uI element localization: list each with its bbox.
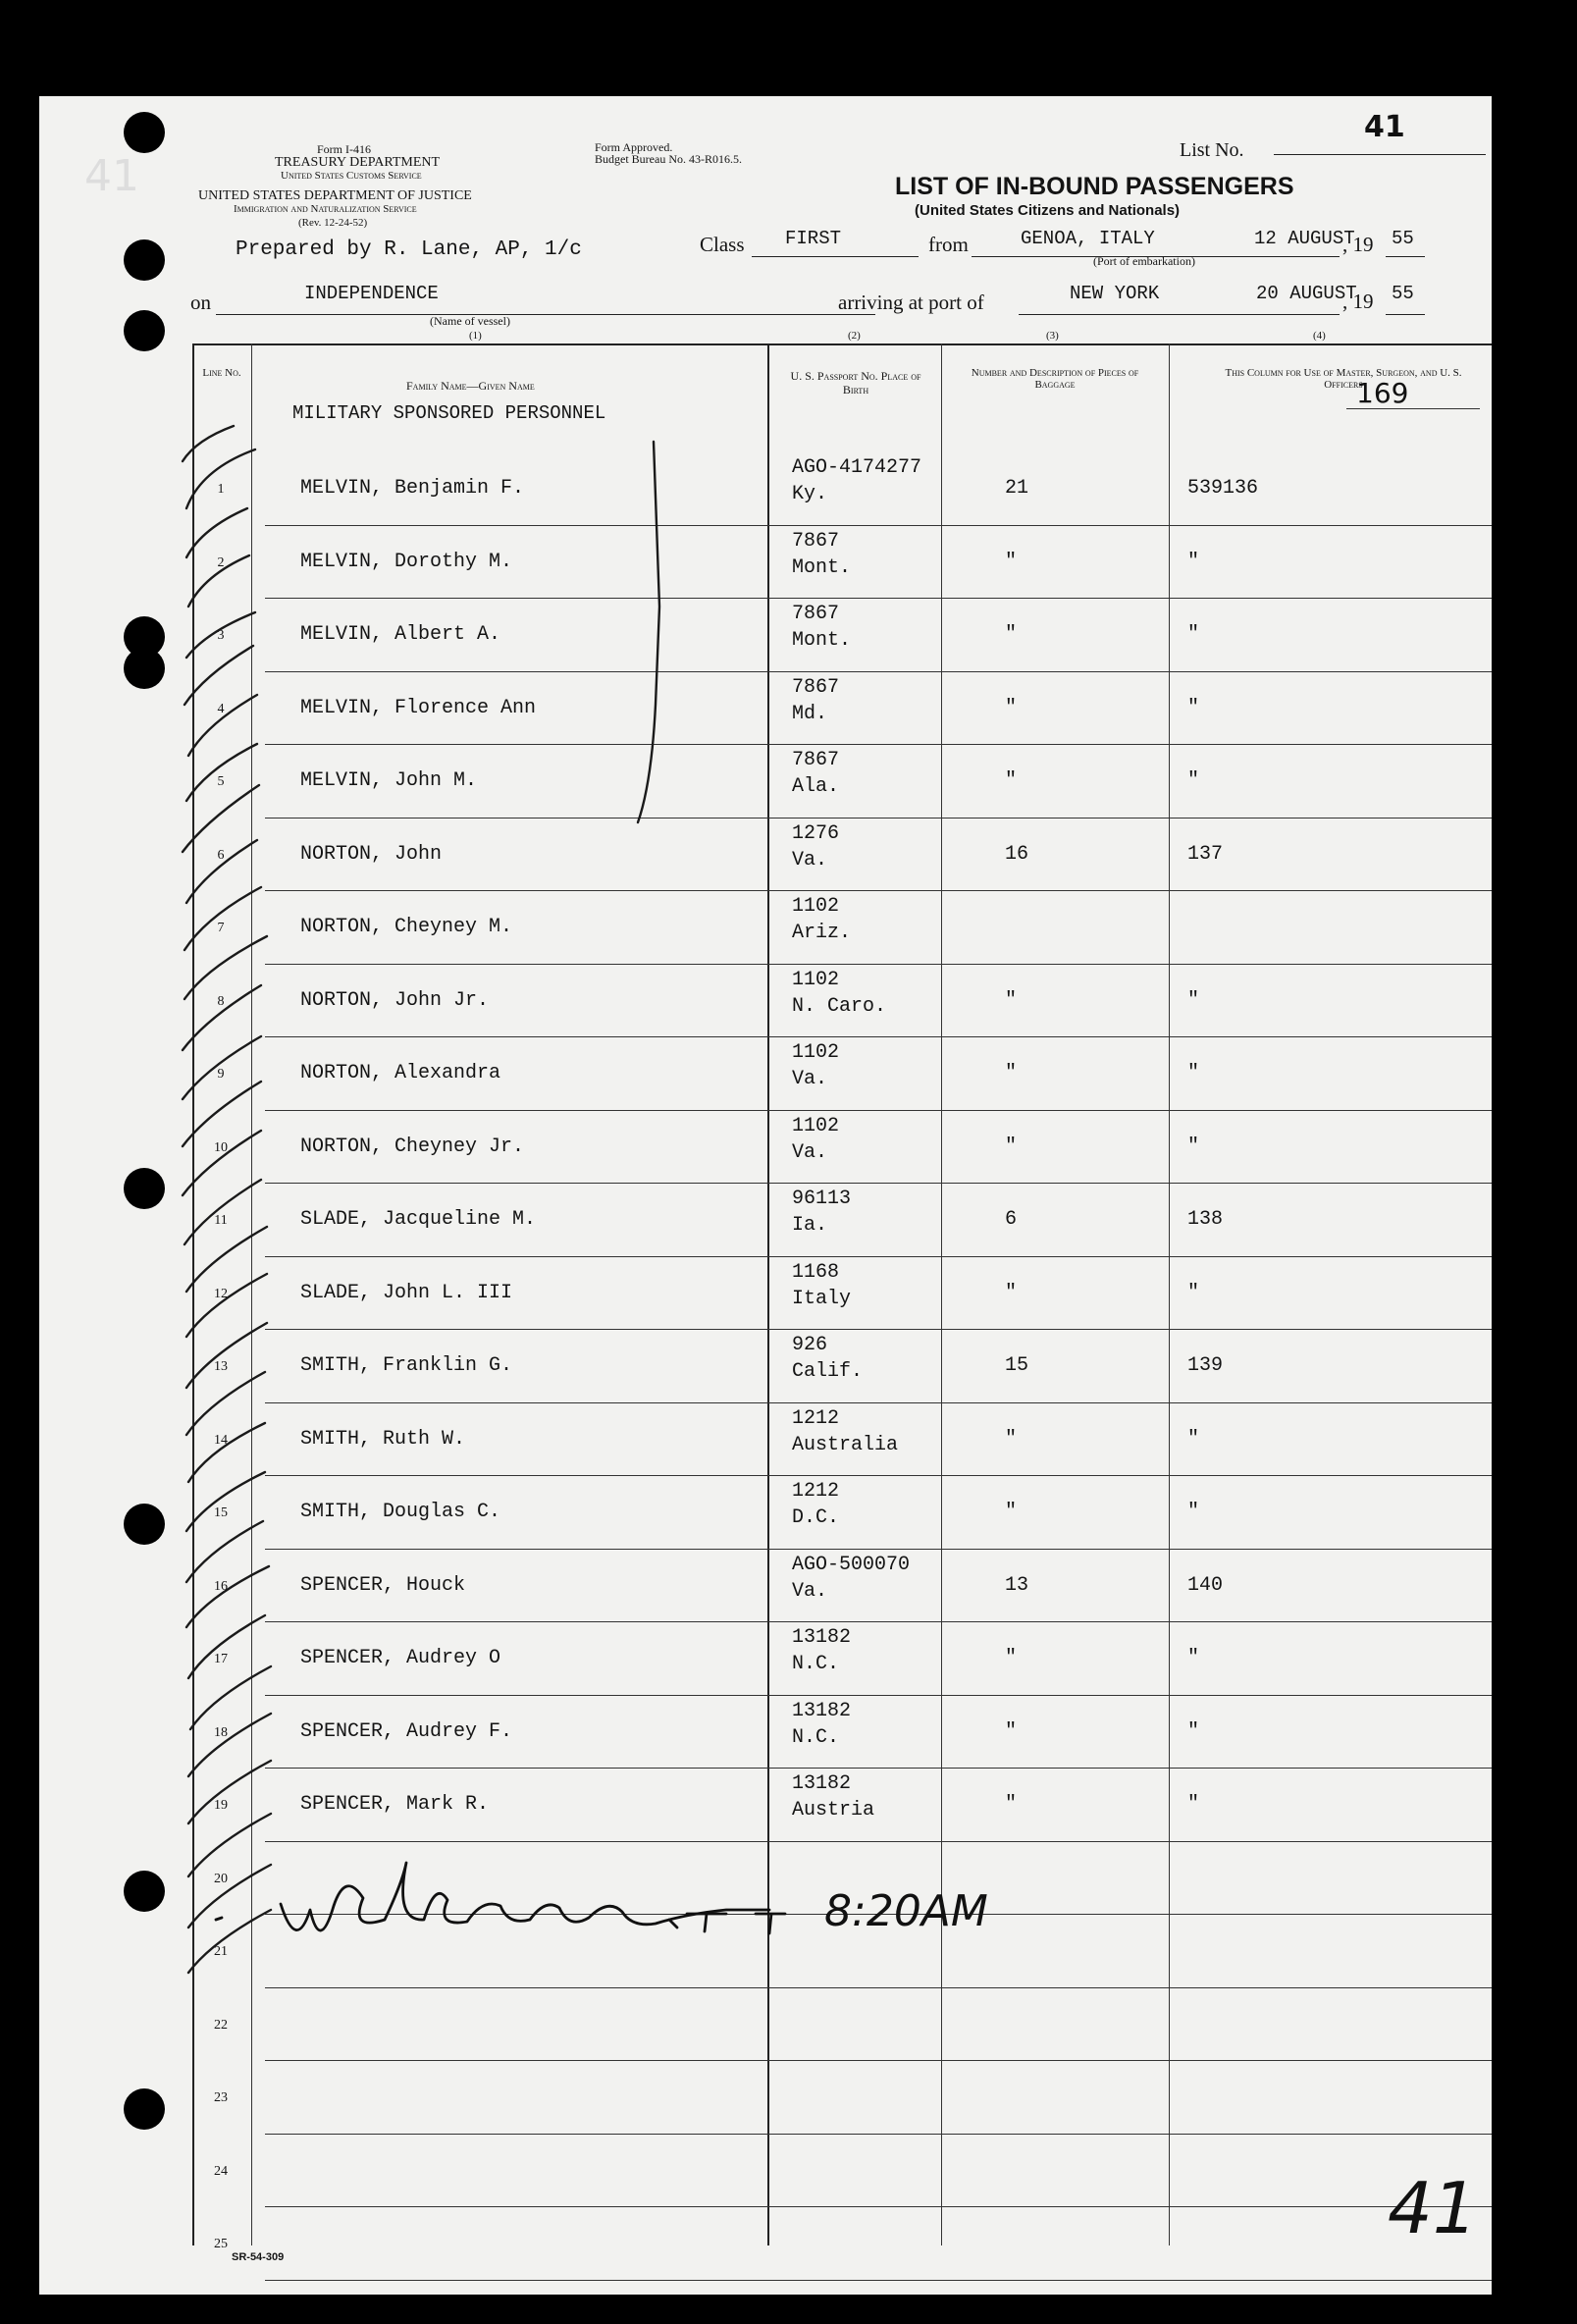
col-num-4: (4) (1313, 330, 1326, 342)
passport-number: 96113 (792, 1188, 852, 1210)
passport-number: 926 (792, 1334, 828, 1356)
line-number: 3 (217, 628, 225, 643)
passport-number: 13182 (792, 1699, 852, 1722)
passport-number: 1102 (792, 1041, 840, 1064)
baggage-count: " (1005, 696, 1018, 719)
line-number: 16 (214, 1578, 228, 1594)
punch-hole (124, 1504, 165, 1545)
birth-place: Calif. (792, 1360, 864, 1383)
baggage-count: 21 (1005, 477, 1029, 500)
passport-number: 1276 (792, 821, 840, 845)
immigration-label: Immigration and Naturalization Service (234, 203, 417, 215)
line-number: 9 (217, 1067, 225, 1082)
birth-place: N.C. (792, 1725, 840, 1749)
officer-entry: " (1187, 769, 1200, 792)
officer-entry: " (1187, 1647, 1200, 1669)
on-label: on (190, 290, 211, 314)
passenger-name: SLADE, Jacqueline M. (300, 1208, 537, 1231)
passenger-name: MELVIN, Dorothy M. (300, 550, 513, 573)
page-mark: 41 (1388, 2167, 1478, 2249)
birth-place: Va. (792, 1579, 828, 1603)
birth-place: Australia (792, 1433, 899, 1456)
arrival-year-prefix: , 19 (1342, 290, 1374, 313)
line-number: 22 (214, 2017, 228, 2033)
officer-note: 169 (1356, 377, 1409, 409)
baggage-count: 16 (1005, 842, 1029, 866)
budget-bureau: Budget Bureau No. 43-R016.5. (595, 152, 742, 166)
officer-entry: 140 (1187, 1573, 1224, 1597)
col-header-passport: U. S. Passport No. Place of Birth (790, 369, 921, 396)
class-value: FIRST (785, 228, 842, 249)
line-number: 6 (217, 847, 225, 863)
depart-year: 55 (1392, 228, 1414, 249)
passenger-name: MELVIN, Florence Ann (300, 696, 537, 719)
baggage-count: " (1005, 550, 1018, 573)
line-number: 20 (214, 1871, 228, 1886)
line-number: 2 (217, 555, 225, 570)
line-number: 11 (214, 1213, 228, 1228)
treasury-label: TREASURY DEPARTMENT (275, 155, 441, 170)
passenger-name: SPENCER, Audrey O (300, 1647, 501, 1669)
form-code: SR-54-309 (232, 2251, 285, 2263)
officer-entry: " (1187, 1135, 1200, 1158)
passenger-name: MELVIN, Albert A. (300, 623, 501, 646)
officer-entry: " (1187, 696, 1200, 719)
col-num-1: (1) (469, 330, 482, 342)
baggage-count: 15 (1005, 1354, 1029, 1377)
officer-entry: 138 (1187, 1208, 1224, 1231)
baggage-count: " (1005, 623, 1018, 646)
line-number: 8 (217, 993, 225, 1009)
birth-place: Ariz. (792, 922, 852, 944)
class-label: Class (700, 233, 745, 256)
form-approved: Form Approved. (595, 140, 673, 154)
punch-hole (124, 2088, 165, 2130)
birth-place: Italy (792, 1287, 852, 1310)
col-num-3: (3) (1046, 330, 1059, 342)
passenger-name: SPENCER, Mark R. (300, 1793, 490, 1816)
col-num-2: (2) (848, 330, 861, 342)
punch-hole (124, 310, 165, 351)
passport-number: 1102 (792, 895, 840, 918)
prepared-by: Prepared by R. Lane, AP, 1/c (236, 238, 582, 261)
baggage-count: " (1005, 1793, 1018, 1816)
signature-time: 8:20AM (824, 1886, 988, 1936)
col-header-name: Family Name—Given Name (406, 379, 535, 393)
col-header-line: Line No. (202, 367, 241, 379)
page-title: LIST OF IN-BOUND PASSENGERS (895, 173, 1294, 200)
passport-number: 7867 (792, 675, 840, 699)
from-value: GENOA, ITALY (1021, 228, 1155, 249)
officer-entry: 539136 (1187, 477, 1259, 500)
arrival-date: 20 AUGUST (1256, 283, 1357, 304)
from-label: from (928, 233, 969, 256)
passport-number: 7867 (792, 529, 840, 553)
checkmarks (183, 426, 659, 1973)
form-number: Form I-416 (317, 142, 371, 156)
passport-number: 7867 (792, 603, 840, 625)
birth-place: Va. (792, 848, 828, 872)
line-number: 17 (214, 1652, 228, 1666)
birth-place: Ia. (792, 1214, 828, 1237)
birth-place: D.C. (792, 1506, 840, 1529)
baggage-count: " (1005, 769, 1018, 792)
line-number: 19 (214, 1798, 228, 1813)
officer-entry: 137 (1187, 842, 1224, 866)
passenger-name: SMITH, Franklin G. (300, 1354, 513, 1377)
passport-number: 13182 (792, 1772, 852, 1795)
passport-number: AGO-500070 (792, 1553, 911, 1576)
line-number: 1 (217, 482, 225, 497)
punch-hole (124, 112, 165, 153)
arrival-port: NEW YORK (1070, 283, 1160, 304)
passenger-name: NORTON, John (300, 842, 443, 866)
birth-place: Ala. (792, 775, 840, 798)
birth-place: Ky. (792, 483, 828, 505)
officer-entry: " (1187, 1062, 1200, 1084)
passport-number: 1212 (792, 1406, 840, 1430)
group-heading: MILITARY SPONSORED PERSONNEL (292, 402, 606, 424)
punch-hole (124, 239, 165, 281)
baggage-count: 13 (1005, 1573, 1029, 1597)
punch-hole (124, 1168, 165, 1209)
passport-number: 7867 (792, 749, 840, 771)
baggage-count: " (1005, 1501, 1018, 1523)
officer-entry: " (1187, 1501, 1200, 1523)
passenger-name: NORTON, Cheyney M. (300, 916, 513, 938)
line-number: 14 (214, 1432, 228, 1448)
line-number: 7 (217, 921, 225, 935)
line-number: 12 (214, 1286, 228, 1301)
passenger-name: SMITH, Ruth W. (300, 1427, 466, 1451)
passenger-name: NORTON, Cheyney Jr. (300, 1135, 525, 1158)
handwritten-marks (39, 96, 1492, 2295)
baggage-count: 6 (1005, 1208, 1018, 1231)
birth-place: Va. (792, 1140, 828, 1164)
passenger-name: SPENCER, Houck (300, 1573, 466, 1597)
officer-entry: " (1187, 550, 1200, 573)
line-number: 13 (214, 1359, 228, 1374)
birth-place: Va. (792, 1068, 828, 1090)
punch-hole (124, 1871, 165, 1912)
officer-entry: " (1187, 1719, 1200, 1743)
passenger-name: SMITH, Douglas C. (300, 1501, 501, 1523)
officer-entry: " (1187, 1793, 1200, 1816)
vessel-caption: (Name of vessel) (430, 314, 510, 328)
birth-place: N. Caro. (792, 994, 887, 1018)
arrival-year: 55 (1392, 283, 1414, 304)
col-header-baggage: Number and Description of Pieces of Baggage (971, 367, 1139, 391)
passenger-name: SLADE, John L. III (300, 1281, 513, 1304)
passport-number: 1102 (792, 968, 840, 991)
officer-entry: " (1187, 988, 1200, 1012)
baggage-count: " (1005, 1647, 1018, 1669)
col-header-officers: This Column for Use of Master, Surgeon, and U. S. Officers (1225, 367, 1462, 391)
baggage-count: " (1005, 1062, 1018, 1084)
page-subtitle: (United States Citizens and Nationals) (915, 202, 1181, 219)
passenger-name: NORTON, John Jr. (300, 988, 490, 1012)
line-number: 10 (214, 1139, 228, 1155)
passenger-name: MELVIN, John M. (300, 769, 478, 792)
depart-year-prefix: , 19 (1342, 233, 1374, 256)
line-number: 24 (214, 2163, 228, 2179)
line-number: 5 (217, 774, 225, 789)
passport-number: 1102 (792, 1114, 840, 1137)
passenger-name: SPENCER, Audrey F. (300, 1719, 513, 1743)
birth-place: Md. (792, 702, 828, 725)
line-number: 18 (214, 1724, 228, 1740)
baggage-count: " (1005, 988, 1018, 1012)
baggage-count: " (1005, 1281, 1018, 1304)
port-embark-caption: (Port of embarkation) (1093, 254, 1195, 268)
vessel-name: INDEPENDENCE (304, 283, 439, 304)
line-number: 25 (214, 2237, 228, 2251)
baggage-count: " (1005, 1719, 1018, 1743)
birth-place: Mont. (792, 555, 852, 579)
line-number: 21 (214, 1944, 228, 1959)
baggage-count: " (1005, 1135, 1018, 1158)
list-no-label: List No. (1180, 139, 1244, 161)
officer-entry: " (1187, 1427, 1200, 1451)
line-number: 4 (217, 701, 225, 716)
depart-date: 12 AUGUST (1254, 228, 1355, 249)
line-number: 23 (214, 2090, 228, 2105)
signature (216, 1863, 785, 1933)
passport-number: 1168 (792, 1260, 840, 1284)
justice-label: UNITED STATES DEPARTMENT OF JUSTICE (198, 188, 472, 203)
officer-entry: " (1187, 1281, 1200, 1304)
revision-label: (Rev. 12-24-52) (298, 217, 368, 229)
passenger-name: MELVIN, Benjamin F. (300, 477, 525, 500)
line-number: 15 (214, 1505, 228, 1520)
officer-entry: 139 (1187, 1354, 1224, 1377)
passport-number: 13182 (792, 1626, 852, 1649)
passenger-list-page (39, 96, 1492, 2295)
arriving-label: arriving at port of (838, 290, 984, 314)
birth-place: Mont. (792, 629, 852, 652)
officer-entry: " (1187, 623, 1200, 646)
baggage-count: " (1005, 1427, 1018, 1451)
passport-number: 1212 (792, 1480, 840, 1503)
birth-place: N.C. (792, 1653, 840, 1675)
passport-number: AGO-4174277 (792, 456, 922, 479)
punch-hole (124, 648, 165, 689)
customs-label: United States Customs Service (281, 170, 422, 182)
birth-place: Austria (792, 1799, 875, 1822)
passenger-name: NORTON, Alexandra (300, 1062, 501, 1084)
margin-number: 41 (84, 151, 139, 201)
list-no-value: 41 (1364, 110, 1405, 144)
